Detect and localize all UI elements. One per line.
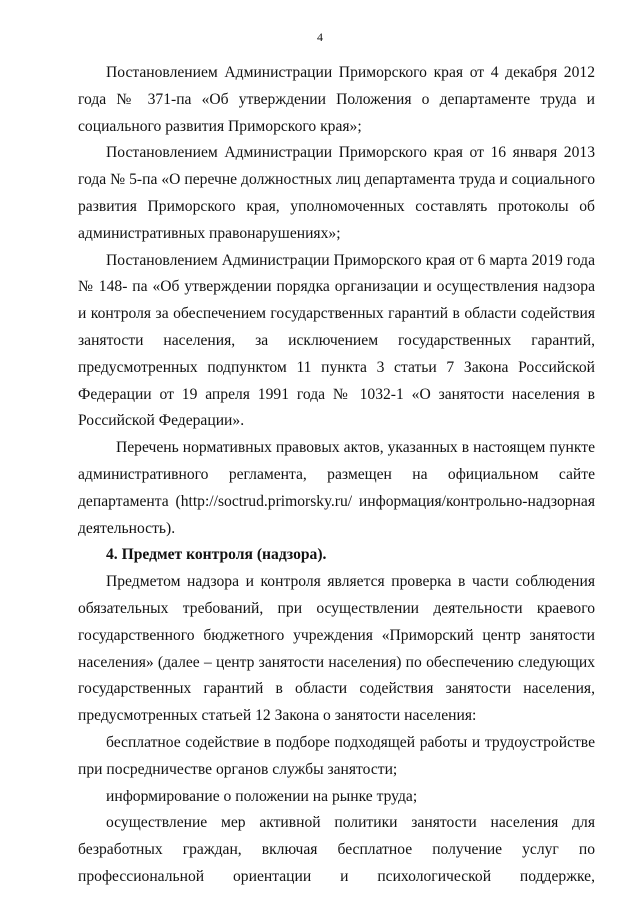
paragraph-decree-371: Постановлением Администрации Приморского края от 4 декабря 2012 года № 371-па «Об утверждении Положения о департаменте труда и социального развития Приморского края»; — [78, 64, 595, 135]
paragraph-subject-of-control: Предметом надзора и контроля является проверка в части соблюдения обязательных требований, при осуществлении деятельности краевого государственного бюджетного учреждения «Приморский центр занятости населения» (далее – центр занятости населения) по обеспечению следующих государственных гарантий в области содействия занятости населения, предусмотренных статьей 12 Закона о занятости населения: — [78, 573, 595, 725]
list-item-labor-market-info: информирование о положении на рынке труда; — [106, 787, 418, 805]
paragraph-decree-148: Постановлением Администрации Приморского края от 6 марта 2019 года № 148- па «Об утверждении порядка организации и осуществления надзора и контроля за обеспечением государственных гарантий в области содействия занятости населения, за исключением государственных гарантий, предусмотренных подпунктом 11 пункта 3 статьи 7 Закона Российской Федерации от 19 апреля 1991 года № 1032-1 «О занятости населения в Российской Федерации». — [78, 251, 595, 430]
paragraph-acts-list: Перечень нормативных правовых актов, указанных в настоящем пункте административного регламента, размещен на официальном сайте департамента (http://soctrud.primorsky.ru/ информация/контрольно-надзорная деятельность). — [78, 439, 595, 537]
list-item-active-policy: осуществление мер активной политики занятости населения для безработных граждан, включая бесплатное получение услуг по профессиональной ориентации и психологической поддержке, — [78, 814, 595, 885]
list-item-job-assistance: бесплатное содействие в подборе подходящей работы и трудоустройстве при посредничестве органов службы занятости; — [78, 733, 595, 778]
page-number: 4 — [317, 30, 323, 44]
paragraph-decree-5: Постановлением Администрации Приморского края от 16 января 2013 года № 5-па «О перечне должностных лиц департамента труда и социального развития Приморского края, уполномоченных составлять протоколы об административных правонарушениях»; — [78, 144, 595, 242]
section-heading: 4. Предмет контроля (надзора). — [106, 546, 327, 564]
document-body — [78, 60, 595, 891]
